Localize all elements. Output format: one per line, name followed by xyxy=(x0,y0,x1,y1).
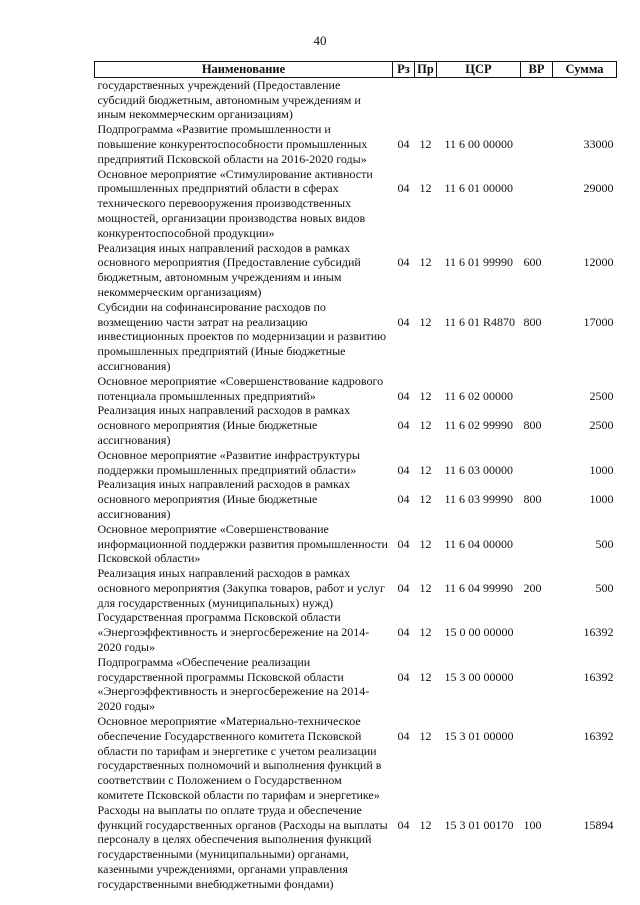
header-vr: ВР xyxy=(521,62,553,78)
cell-pr: 12 xyxy=(419,255,432,270)
cell-csr: 11 6 04 00000 xyxy=(444,536,514,551)
table-row xyxy=(95,448,617,478)
cell-rz: 04 xyxy=(397,388,410,403)
cell-pr: 12 xyxy=(419,536,432,551)
cell-pr: 12 xyxy=(419,136,432,151)
cell-name: Основное мероприятие «Стимулирование активности промышленных предприятий области в сферах технического перевооружения производственных мощностей, организации производства новых видов конкурентоспособной продукции» xyxy=(97,166,373,240)
cell-name: Подпрограмма «Обеспечение реализации государственной программы Псковской области «Энергоэффективность и энергосбережение на 2014-2020 годы» xyxy=(97,654,370,714)
cell-csr: 11 6 04 99990 xyxy=(444,580,514,595)
cell-rz xyxy=(393,77,415,122)
cell-rz: 04 xyxy=(397,817,410,832)
cell-vr: 200 xyxy=(523,580,542,595)
cell-name: Основное мероприятие «Материально-техническое обеспечение Государственного комитета Псковской области по тарифам и энергетике с учетом реализации государственных полномочий и выполнения функций в соответствии с Положением о Государственном комитете Псковской области по тарифам и энергетике» xyxy=(97,714,382,803)
cell-rz: 04 xyxy=(397,462,410,477)
cell-name: Реализация иных направлений расходов в рамках основного мероприятия (Предоставление субсидий бюджетным, автономным учреждениям и иным некоммерческим организациям) xyxy=(97,240,361,299)
cell-sum: 12000 xyxy=(583,255,614,270)
cell-pr: 12 xyxy=(419,817,432,832)
cell-sum: 15894 xyxy=(583,817,614,832)
header-sum: Сумма xyxy=(553,62,617,78)
cell-rz: 04 xyxy=(397,669,410,684)
table-row xyxy=(95,374,617,404)
cell-vr: 800 xyxy=(523,314,542,329)
cell-csr: 15 0 00 00000 xyxy=(444,625,514,640)
cell-vr xyxy=(521,522,553,566)
cell-name: Основное мероприятие «Совершенствование информационной поддержки развития промышленности Псковской области» xyxy=(97,521,388,566)
header-name: Наименование xyxy=(95,62,393,78)
cell-csr: 11 6 02 99990 xyxy=(444,418,514,433)
cell-vr: 600 xyxy=(523,255,542,270)
table-row xyxy=(95,122,617,166)
cell-rz: 04 xyxy=(397,580,410,595)
cell-sum: 29000 xyxy=(583,181,614,196)
cell-csr: 15 3 01 00000 xyxy=(444,728,514,743)
table-row xyxy=(95,77,617,122)
cell-name: Реализация иных направлений расходов в рамках основного мероприятия (Иные бюджетные ассигнования) xyxy=(97,403,351,447)
table-row xyxy=(95,403,617,447)
cell-csr xyxy=(437,77,521,122)
cell-rz: 04 xyxy=(397,728,410,743)
header-csr: ЦСР xyxy=(437,62,521,78)
table-row xyxy=(95,477,617,521)
table-row xyxy=(95,566,617,610)
cell-rz: 04 xyxy=(397,625,410,640)
cell-sum xyxy=(553,77,617,122)
cell-vr xyxy=(521,448,553,478)
cell-vr: 100 xyxy=(523,817,542,832)
cell-csr: 11 6 00 00000 xyxy=(444,136,514,151)
cell-name: Основное мероприятие «Развитие инфраструктуры поддержки промышленных предприятий области» xyxy=(97,447,360,477)
cell-sum: 17000 xyxy=(583,314,614,329)
cell-pr: 12 xyxy=(419,728,432,743)
table-row xyxy=(95,522,617,566)
budget-table xyxy=(94,61,617,892)
cell-sum: 500 xyxy=(595,536,614,551)
cell-name: Подпрограмма «Развитие промышленности и повышение конкурентоспособности промышленных предприятий Псковской области на 2016-2020 годы» xyxy=(97,122,368,166)
cell-csr: 11 6 01 R4870 xyxy=(444,314,516,329)
cell-pr: 12 xyxy=(419,388,432,403)
table-header xyxy=(95,62,617,78)
cell-sum: 500 xyxy=(595,580,614,595)
cell-name: Реализация иных направлений расходов в рамках основного мероприятия (Закупка товаров, работ и услуг для государственных (муниципальных) нужд) xyxy=(97,566,385,610)
cell-vr xyxy=(521,122,553,166)
cell-sum: 16392 xyxy=(583,669,614,684)
cell-name: Расходы на выплаты по оплате труда и обеспечение функций государственных органов (Расходы на выплаты персоналу в целях обеспечения выполнения функций государственными (муниципальными) органами, казенными учреждениями, органами управления государственными внебюджетными фондами) xyxy=(97,802,388,891)
cell-vr xyxy=(521,77,553,122)
cell-sum: 16392 xyxy=(583,625,614,640)
cell-vr xyxy=(521,714,553,803)
cell-name: Реализация иных направлений расходов в рамках основного мероприятия (Иные бюджетные ассигнования) xyxy=(97,477,351,521)
page-number: 40 xyxy=(313,33,327,48)
cell-vr: 800 xyxy=(523,492,542,507)
table-body xyxy=(95,77,617,891)
table-row xyxy=(95,714,617,803)
table-row xyxy=(95,610,617,654)
cell-sum: 33000 xyxy=(583,136,614,151)
cell-name: Субсидии на софинансирование расходов по возмещению части затрат на реализацию инвестиционных проектов по модернизации и развитию промышленных предприятий (Иные бюджетные ассигнования) xyxy=(97,299,387,373)
header-rz: Рз xyxy=(393,62,415,78)
cell-pr: 12 xyxy=(419,580,432,595)
cell-vr xyxy=(521,655,553,714)
cell-pr: 12 xyxy=(419,462,432,477)
cell-csr: 15 3 00 00000 xyxy=(444,669,514,684)
cell-rz: 04 xyxy=(397,314,410,329)
cell-name: Государственная программа Псковской области «Энергоэффективность и энергосбережение на 2014-2020 годы» xyxy=(97,610,370,655)
cell-csr: 11 6 02 00000 xyxy=(444,388,514,403)
cell-sum: 2500 xyxy=(589,388,614,403)
cell-rz: 04 xyxy=(397,418,410,433)
cell-sum: 2500 xyxy=(589,418,614,433)
cell-sum: 1000 xyxy=(589,462,614,477)
cell-rz: 04 xyxy=(397,536,410,551)
cell-pr: 12 xyxy=(419,625,432,640)
cell-pr: 12 xyxy=(419,314,432,329)
table-row xyxy=(95,167,617,241)
cell-rz: 04 xyxy=(397,181,410,196)
cell-vr xyxy=(521,374,553,404)
table-row xyxy=(95,803,617,892)
cell-csr: 11 6 01 99990 xyxy=(444,255,514,270)
cell-pr: 12 xyxy=(419,669,432,684)
cell-rz: 04 xyxy=(397,255,410,270)
cell-csr: 11 6 03 00000 xyxy=(444,462,514,477)
cell-csr: 15 3 01 00170 xyxy=(444,817,514,832)
cell-sum: 1000 xyxy=(589,492,614,507)
cell-vr xyxy=(521,167,553,241)
cell-vr xyxy=(521,610,553,654)
table-row xyxy=(95,300,617,374)
table-row xyxy=(95,655,617,714)
cell-pr xyxy=(415,77,437,122)
cell-csr: 11 6 03 99990 xyxy=(444,492,514,507)
cell-pr: 12 xyxy=(419,418,432,433)
header-pr: Пр xyxy=(415,62,437,78)
cell-csr: 11 6 01 00000 xyxy=(444,181,514,196)
cell-pr: 12 xyxy=(419,181,432,196)
cell-rz: 04 xyxy=(397,492,410,507)
cell-vr: 800 xyxy=(523,418,542,433)
header-row xyxy=(95,62,617,78)
cell-rz: 04 xyxy=(397,136,410,151)
cell-sum: 16392 xyxy=(583,728,614,743)
table-row xyxy=(95,241,617,300)
cell-pr: 12 xyxy=(419,492,432,507)
cell-name: государственных учреждений (Предоставление субсидий бюджетным, автономным учреждениям и иным некоммерческим организациям) xyxy=(97,77,361,122)
cell-name: Основное мероприятие «Совершенствование кадрового потенциала промышленных предприятий» xyxy=(97,373,384,403)
